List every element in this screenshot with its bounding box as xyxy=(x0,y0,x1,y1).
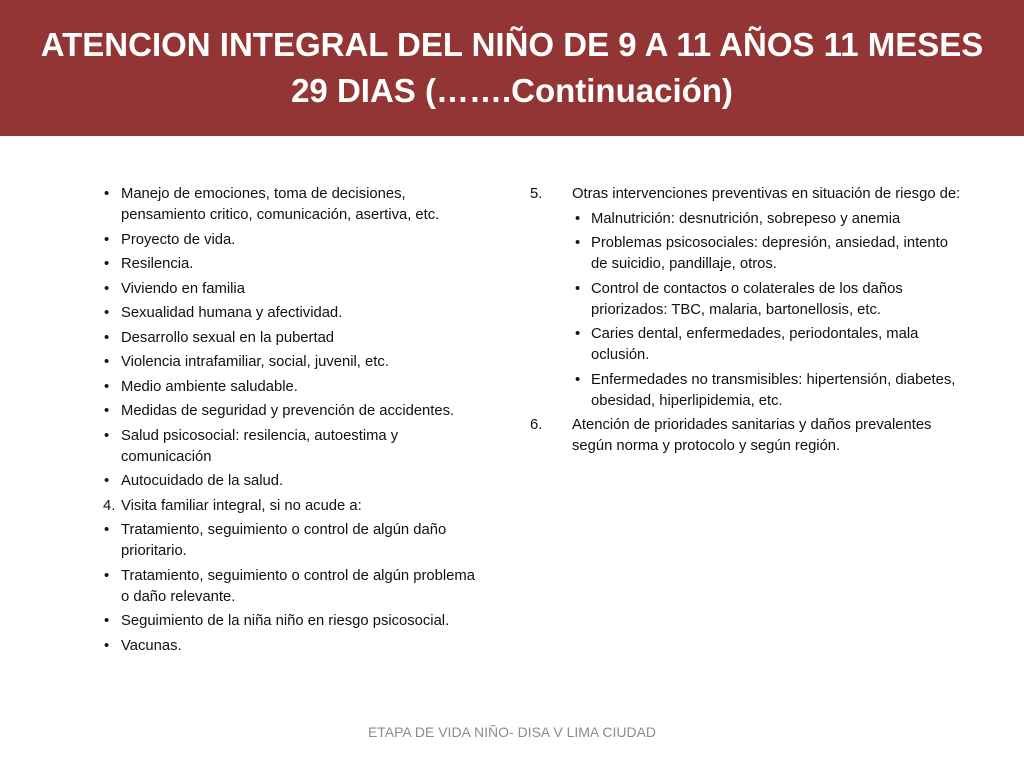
item-text: Resilencia. xyxy=(121,256,194,272)
bullet-icon: • xyxy=(104,567,110,584)
item-text: Viviendo en familia xyxy=(121,280,245,297)
item-text: Visita familiar integral, si no acude a: xyxy=(121,497,362,514)
right-column-list xyxy=(528,184,968,461)
item-text: Enfermedades no transmisibles: hipertensión, diabetes, obesidad, hiperlipidemia, etc. xyxy=(591,371,956,409)
bullet-icon: • xyxy=(104,522,110,538)
list-item xyxy=(528,209,968,230)
bullet-icon: • xyxy=(575,326,581,342)
item-text: Malnutrición: desnutrición, sobrepeso y anemia xyxy=(591,210,901,227)
list-item xyxy=(100,254,485,275)
item-text: Caries dental, enfermedades, periodontales, mala oclusión. xyxy=(591,326,919,363)
bullet-icon: • xyxy=(104,256,110,272)
numbered-item xyxy=(528,184,968,205)
bullet-icon: • xyxy=(104,231,110,248)
list-item xyxy=(100,352,485,373)
list-item xyxy=(100,230,485,251)
bullet-icon: • xyxy=(104,329,110,346)
slide-footer: ETAPA DE VIDA NIÑO- DISA V LIMA CIUDAD xyxy=(367,724,657,740)
item-text: Control de contactos o colaterales de los daños priorizados: TBC, malaria, bartonellosis, etc. xyxy=(591,280,903,318)
bullet-icon: • xyxy=(104,637,110,654)
list-item xyxy=(528,370,968,412)
item-text: Salud psicosocial: resilencia, autoestima y comunicación xyxy=(121,427,399,465)
item-text: Proyecto de vida. xyxy=(121,231,236,248)
item-text: Otras intervenciones preventivas en situación de riesgo de: xyxy=(572,186,961,202)
list-item xyxy=(100,377,485,398)
item-text: Tratamiento, seguimiento o control de algún daño prioritario. xyxy=(121,522,447,559)
item-text: Seguimiento de la niña niño en riesgo psicosocial. xyxy=(121,613,450,629)
item-text: Medidas de seguridad y prevención de accidentes. xyxy=(121,403,455,419)
item-text: Autocuidado de la salud. xyxy=(121,473,284,489)
bullet-icon: • xyxy=(104,354,110,370)
item-text: Violencia intrafamiliar, social, juvenil, etc. xyxy=(121,354,389,370)
slide-title-line-1: ATENCION INTEGRAL DEL NIÑO DE 9 A 11 AÑOS 11 MESES xyxy=(40,26,984,63)
list-item xyxy=(100,566,485,608)
item-text: Problemas psicosociales: depresión, ansiedad, intento de suicidio, pandillaje, otros. xyxy=(591,235,948,272)
item-number: 4. xyxy=(103,497,116,514)
item-text: Vacunas. xyxy=(121,637,182,654)
list-item xyxy=(100,401,485,422)
list-item xyxy=(100,426,485,468)
bullet-icon: • xyxy=(104,427,110,444)
left-column-list xyxy=(100,184,485,660)
slide-title-line-2: 29 DIAS (…….Continuación) xyxy=(291,72,733,109)
list-item xyxy=(100,636,485,657)
item-text: Atención de prioridades sanitarias y daños prevalentes según norma y protocolo y según región. xyxy=(572,417,932,454)
list-item xyxy=(528,279,968,321)
item-text: Medio ambiente saludable. xyxy=(121,378,298,395)
list-item xyxy=(100,184,485,226)
item-text: Sexualidad humana y afectividad. xyxy=(121,305,343,321)
list-item xyxy=(100,303,485,324)
bullet-icon: • xyxy=(104,305,110,321)
bullet-icon: • xyxy=(575,371,581,388)
bullet-icon: • xyxy=(104,613,110,629)
bullet-icon: • xyxy=(104,186,110,202)
list-item xyxy=(100,471,485,492)
title-banner xyxy=(0,0,1024,136)
item-text: Tratamiento, seguimiento o control de algún problema o daño relevante. xyxy=(121,567,475,605)
item-text: Desarrollo sexual en la pubertad xyxy=(121,329,335,346)
list-item xyxy=(100,279,485,300)
item-text: Manejo de emociones, toma de decisiones, pensamiento critico, comunicación, asertiva, etc. xyxy=(121,186,440,223)
bullet-icon: • xyxy=(575,235,581,251)
bullet-icon: • xyxy=(104,378,110,395)
list-item xyxy=(528,324,968,366)
bullet-icon: • xyxy=(575,210,581,227)
list-item xyxy=(100,520,485,562)
bullet-icon: • xyxy=(104,403,110,419)
item-number: 6. xyxy=(530,417,543,433)
list-item xyxy=(100,611,485,632)
bullet-icon: • xyxy=(104,473,110,489)
list-item xyxy=(528,233,968,275)
item-number: 5. xyxy=(530,186,543,202)
bullet-icon: • xyxy=(575,280,581,297)
numbered-item xyxy=(528,415,968,457)
list-item xyxy=(100,328,485,349)
numbered-item xyxy=(100,496,485,517)
bullet-icon: • xyxy=(104,280,110,297)
